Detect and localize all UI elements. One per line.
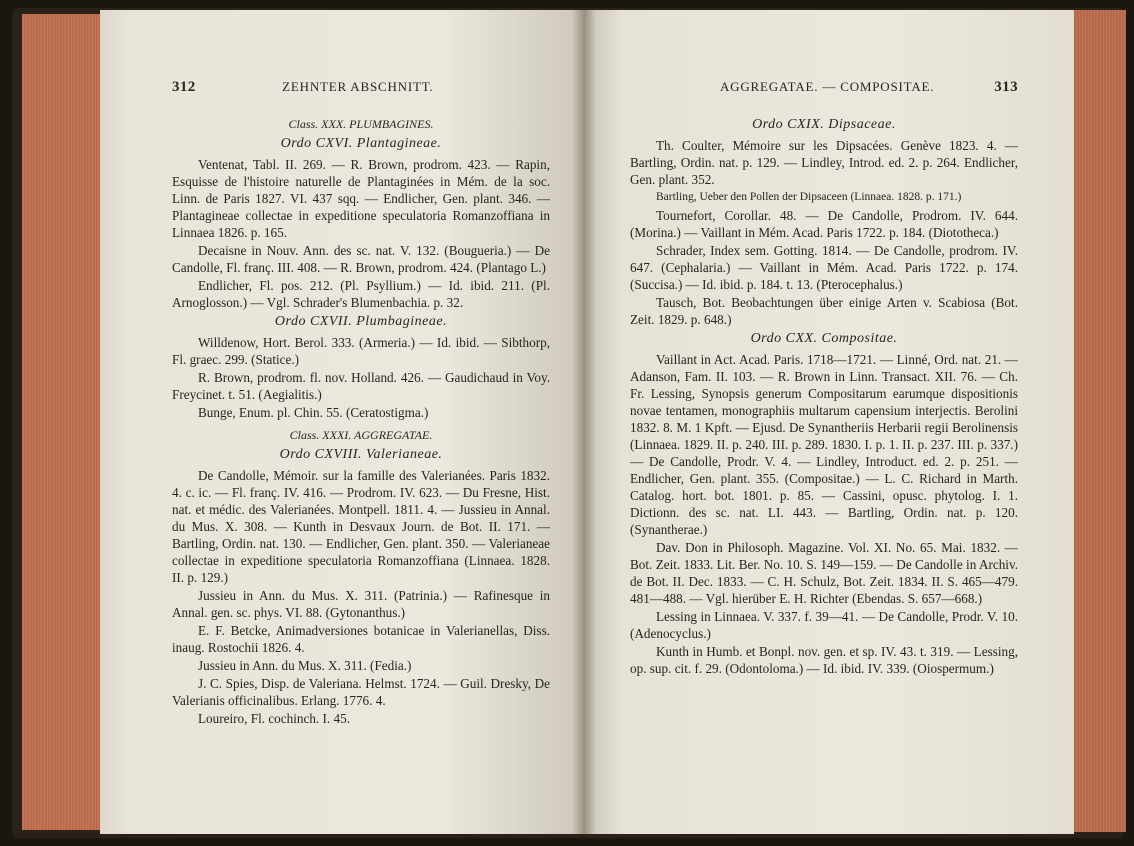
ordo-heading: Ordo CXVIII. Valerianeae. xyxy=(279,447,443,462)
paragraph: De Candolle, Mémoir. sur la famille des Valerianées. Paris 1832. 4. c. ic. — Fl. franç. IV. 416. — Prodrom. IV. 623. — Du Fresne, Hist. nat. et médic. des Valerianées. Montpell. 1811. 4. — Jussieu in Annal. du Mus. X. 308. — Kunth in Desvaux Journ. de Bot. II. 171. — Bartling, Ordin. nat. 130. — Endlicher, Gen. plant. 350. — Valerianeae collectae in expeditione speculatoria Romanzoffiana (Linnaea. 1828. II. p. 129.) xyxy=(172,468,550,585)
paragraph: Decaisne in Nouv. Ann. des sc. nat. V. 132. (Bougueria.) — De Candolle, Fl. franç. III. 408. — R. Brown, prodrom. 424. (Plantago L.) xyxy=(172,243,550,275)
paragraph: Loureiro, Fl. cochinch. I. 45. xyxy=(198,711,350,726)
page-number: 312 xyxy=(172,79,196,95)
paragraph: Willdenow, Hort. Berol. 333. (Armeria.) — Id. ibid. — Sibthorp, Fl. graec. 299. (Statice.) xyxy=(172,335,550,367)
paragraph: Bunge, Enum. pl. Chin. 55. (Ceratostigma.) xyxy=(198,405,429,420)
class-heading: Class. XXXI. AGGREGATAE. xyxy=(289,428,433,442)
paragraph: J. C. Spies, Disp. de Valeriana. Helmst. 1724. — Guil. Dresky, De Valerianis officinalibus. Erlang. 1776. 4. xyxy=(172,676,550,708)
paragraph: R. Brown, prodrom. fl. nov. Holland. 426. — Gaudichaud in Voy. Freycinet. t. 51. (Aegialitis.) xyxy=(172,370,550,402)
ordo-heading: Ordo CXIX. Dipsaceae. xyxy=(752,117,896,132)
paragraph: Ventenat, Tabl. II. 269. — R. Brown, prodrom. 423. — Rapin, Esquisse de l'histoire naturelle de Plantaginées in Mém. de la soc. Linn. de Paris 1827. VI. 437 sqq. — Endlicher, Gen. plant. 346. — Plantagineae collectae in expeditione speculatoria Romanzoffiana in Linnaea 1826. p. 165. xyxy=(172,157,550,240)
right-page xyxy=(584,10,1074,834)
gutter-shadow xyxy=(572,10,596,834)
page-number: 313 xyxy=(994,79,1018,95)
ordo-heading: Ordo CXX. Compositae. xyxy=(750,331,898,346)
paragraph: Kunth in Humb. et Bonpl. nov. gen. et sp. IV. 43. t. 319. — Lessing, op. sup. cit. f. 29. (Odontoloma.) — Id. ibid. IV. 339. (Oiospermum.) xyxy=(630,644,1018,676)
left-running-header xyxy=(172,78,550,96)
page-edges-left xyxy=(22,14,108,830)
paragraph: Schrader, Index sem. Gotting. 1814. — De Candolle, prodrom. IV. 647. (Cephalaria.) — Vaillant in Mém. Acad. Paris 1722. p. 174. (Succisa.) — Id. ibid. p. 184. t. 13. (Pterocephalus.) xyxy=(630,243,1018,292)
ordo-heading: Ordo CXVI. Plantagineae. xyxy=(280,136,442,151)
paragraph: Jussieu in Ann. du Mus. X. 311. (Patrinia.) — Rafinesque in Annal. gen. sc. phys. VI. 88. (Gytonanthus.) xyxy=(172,588,550,620)
paragraph: Th. Coulter, Mémoire sur les Dipsacées. Genève 1823. 4. — Bartling, Ordin. nat. p. 129. — Lindley, Introd. ed. 2. p. 264. Endlicher, Gen. plant. 352. xyxy=(630,138,1018,187)
paragraph: Jussieu in Ann. du Mus. X. 311. (Fedia.) xyxy=(198,658,412,673)
paragraph: E. F. Betcke, Animadversiones botanicae in Valerianellas, Diss. inaug. Rostochii 1826. 4. xyxy=(172,623,550,655)
paragraph: Tournefort, Corollar. 48. — De Candolle, Prodrom. IV. 644. (Morina.) — Vaillant in Mém. Acad. Paris 1722. p. 184. (Diototheca.) xyxy=(630,208,1018,240)
running-head: ZEHNTER ABSCHNITT. xyxy=(282,79,434,94)
left-page-content xyxy=(172,78,550,728)
left-page xyxy=(100,10,584,834)
page-edges-right xyxy=(1072,10,1126,832)
left-text-blocks xyxy=(172,116,550,727)
paragraph: Dav. Don in Philosoph. Magazine. Vol. XI. No. 65. Mai. 1832. — Bot. Zeit. 1833. Lit. Ber. No. 10. S. 149—159. — De Candolle in Archiv. de Bot. II. Dec. 1833. — C. H. Schulz, Bot. Zeit. 1834. II. S. 465—479. 481—488. — Vgl. hierüber E. H. Richter (Ebendas. S. 657—668.) xyxy=(630,540,1018,606)
right-text-blocks xyxy=(630,116,1018,677)
paragraph: Endlicher, Fl. pos. 212. (Pl. Psyllium.) — Id. ibid. 211. (Pl. Arnoglosson.) — Vgl. Schrader's Blumenbachia. p. 32. xyxy=(172,278,550,310)
paragraph: Tausch, Bot. Beobachtungen über einige Arten v. Scabiosa (Bot. Zeit. 1829. p. 648.) xyxy=(630,295,1018,327)
ordo-heading: Ordo CXVII. Plumbagineae. xyxy=(274,314,448,329)
right-running-header xyxy=(630,78,1018,96)
class-heading: Class. XXX. PLUMBAGINES. xyxy=(288,117,434,131)
paragraph: Lessing in Linnaea. V. 337. f. 39—41. — De Candolle, Prodr. V. 10. (Adenocyclus.) xyxy=(630,609,1018,641)
paragraph: Bartling, Ueber den Pollen der Dipsaceen (Linnaea. 1828. p. 171.) xyxy=(656,191,962,203)
running-head: AGGREGATAE. — COMPOSITAE. xyxy=(719,79,935,94)
paragraph: Vaillant in Act. Acad. Paris. 1718—1721. — Linné, Ord. nat. 21. — Adanson, Fam. II. 103. — R. Brown in Linn. Transact. XII. 76. — Ch. Fr. Lessing, Synopsis generum Compositarum earumque dispositionis novae tentamen, monographiis multarum capensium interjectis. Berolini 1832. 8. M. 1 Kpft. — Ejusd. De Synantheriis Herbarii regii Berolinensis (Linnaea. 1829. II. p. 240. III. p. 289. 1830. I. p. 1. II. p. 237. III. p. 337.) — De Candolle, Prodr. V. 4. — Lindley, Introduct. ed. 2. p. 251. — Endlicher, Gen. plant. 355. (Compositae.) — L. C. Richard in Marth. Catalog. hort. bot. 1801. p. 85. — Cassini, opusc. phytolog. I. 1. Dictionn. des sc. nat. LI. 443. — Bartling, Ordin. nat. p. 120. (Synantherae.) xyxy=(630,352,1018,537)
right-page-content xyxy=(630,78,1018,678)
